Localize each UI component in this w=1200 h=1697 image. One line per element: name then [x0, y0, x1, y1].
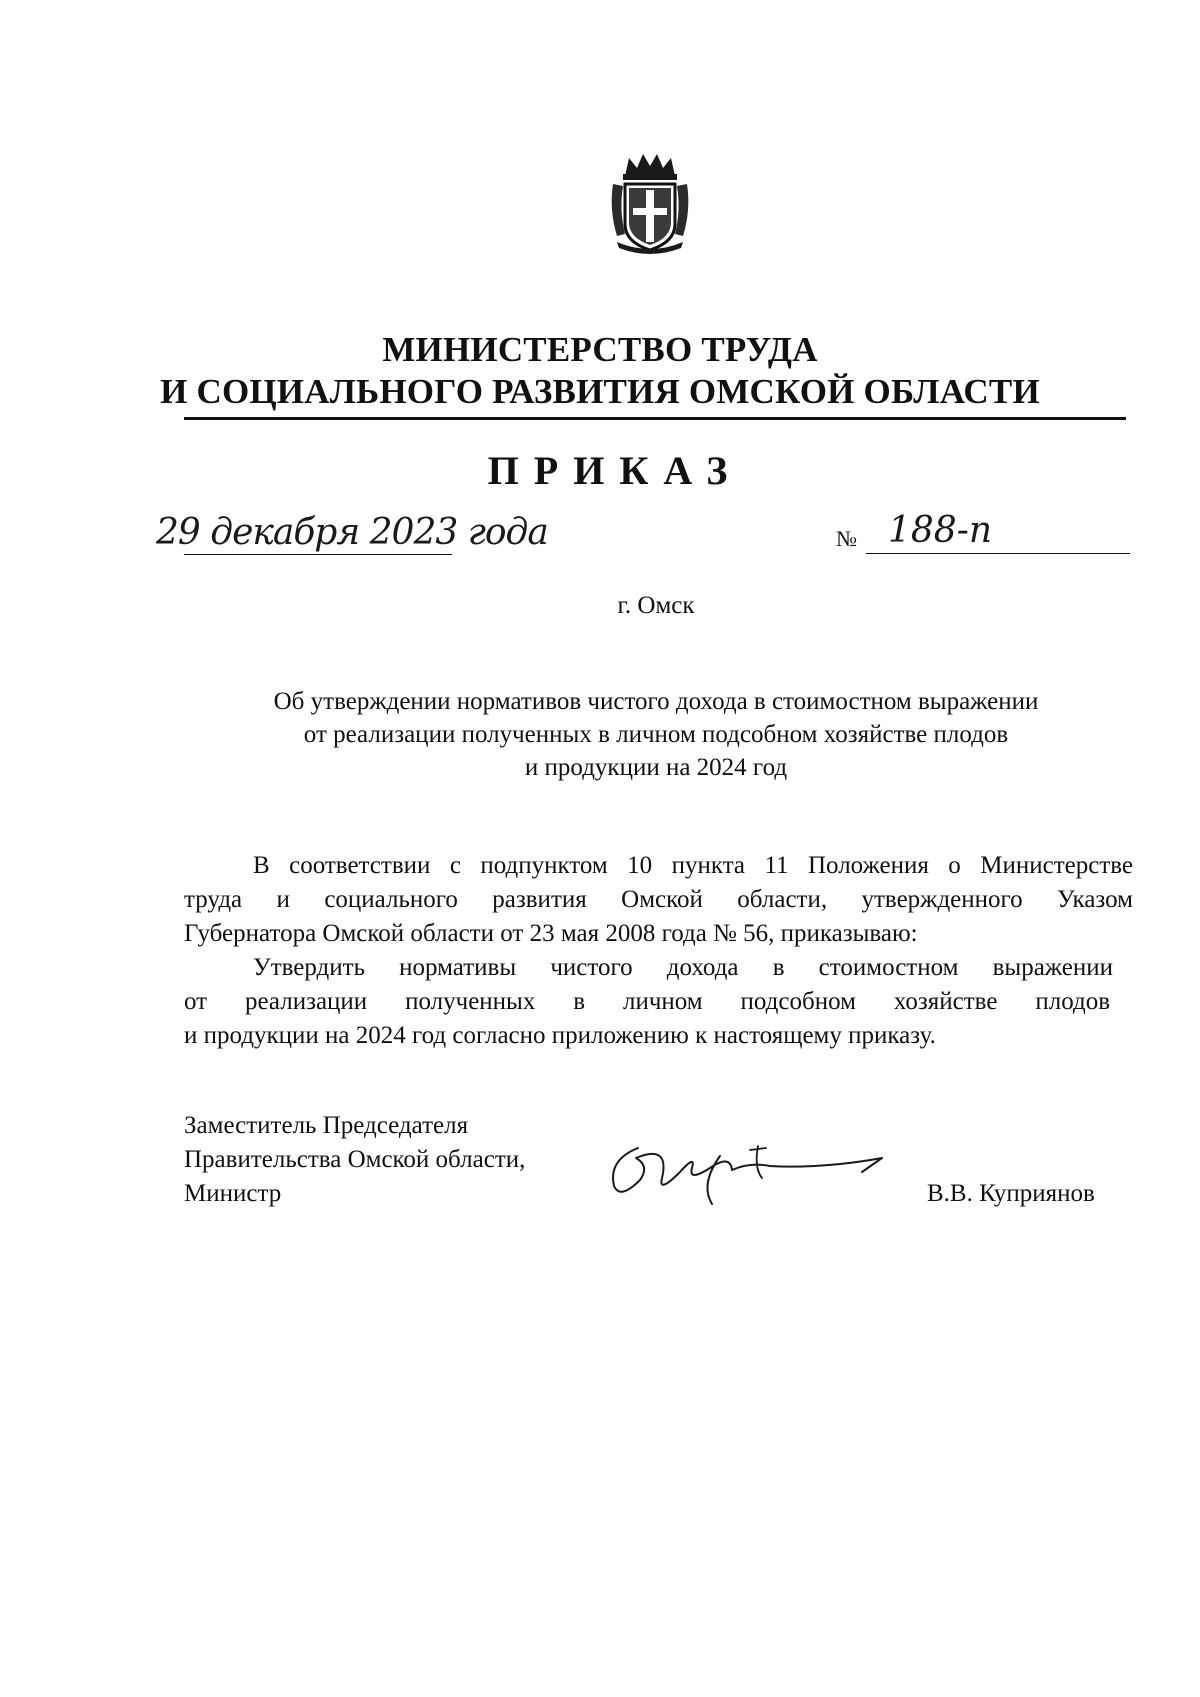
signer-position-line-2: Правительства Омской области,: [184, 1146, 526, 1173]
body-paragraph-2-line-2: от реализации полученных в личном подсобном хозяйстве плодов: [184, 988, 1110, 1015]
order-date: 29 декабря 2023 года: [156, 512, 548, 553]
subject-line-3: и продукции на 2024 год: [524, 754, 788, 781]
body-paragraph-1-line-2: труда и социального развития Омской области, утвержденного Указом: [184, 886, 1133, 913]
number-sign: №: [836, 526, 857, 551]
ministry-title-line-1: МИНИСТЕРСТВО ТРУДА: [382, 330, 818, 369]
signer-position-line-1: Заместитель Председателя: [184, 1112, 469, 1139]
order-heading: ПРИКАЗ: [487, 448, 743, 493]
signer-name: В.В. Куприянов: [927, 1180, 1095, 1207]
title-divider: [184, 417, 1126, 420]
body-paragraph-2-line-3: и продукции на 2024 год согласно приложению к настоящему приказу.: [184, 1022, 936, 1049]
subject-line-1: Об утверждении нормативов чистого дохода в стоимостном выражении: [273, 688, 1039, 715]
body-paragraph-2-line-1: Утвердить нормативы чистого дохода в стоимостном выражении: [253, 954, 1113, 981]
city-label: г. Омск: [617, 592, 695, 619]
number-underline: [866, 553, 1130, 554]
order-number: 188-п: [888, 510, 993, 551]
date-underline: [184, 554, 452, 555]
subject-line-2: от реализации полученных в личном подсобном хозяйстве плодов: [303, 721, 1009, 748]
body-paragraph-1-line-3: Губернатора Омской области от 23 мая 2008 года № 56, приказываю:: [184, 920, 918, 947]
coat-of-arms-icon: [607, 150, 693, 256]
ministry-title-line-2: И СОЦИАЛЬНОГО РАЗВИТИЯ ОМСКОЙ ОБЛАСТИ: [160, 372, 1040, 411]
signer-position-line-3: Министр: [184, 1180, 282, 1207]
body-paragraph-1-line-1: В соответствии с подпунктом 10 пункта 11 Положения о Министерстве: [253, 852, 1133, 879]
handwritten-signature-icon: [600, 1138, 900, 1210]
